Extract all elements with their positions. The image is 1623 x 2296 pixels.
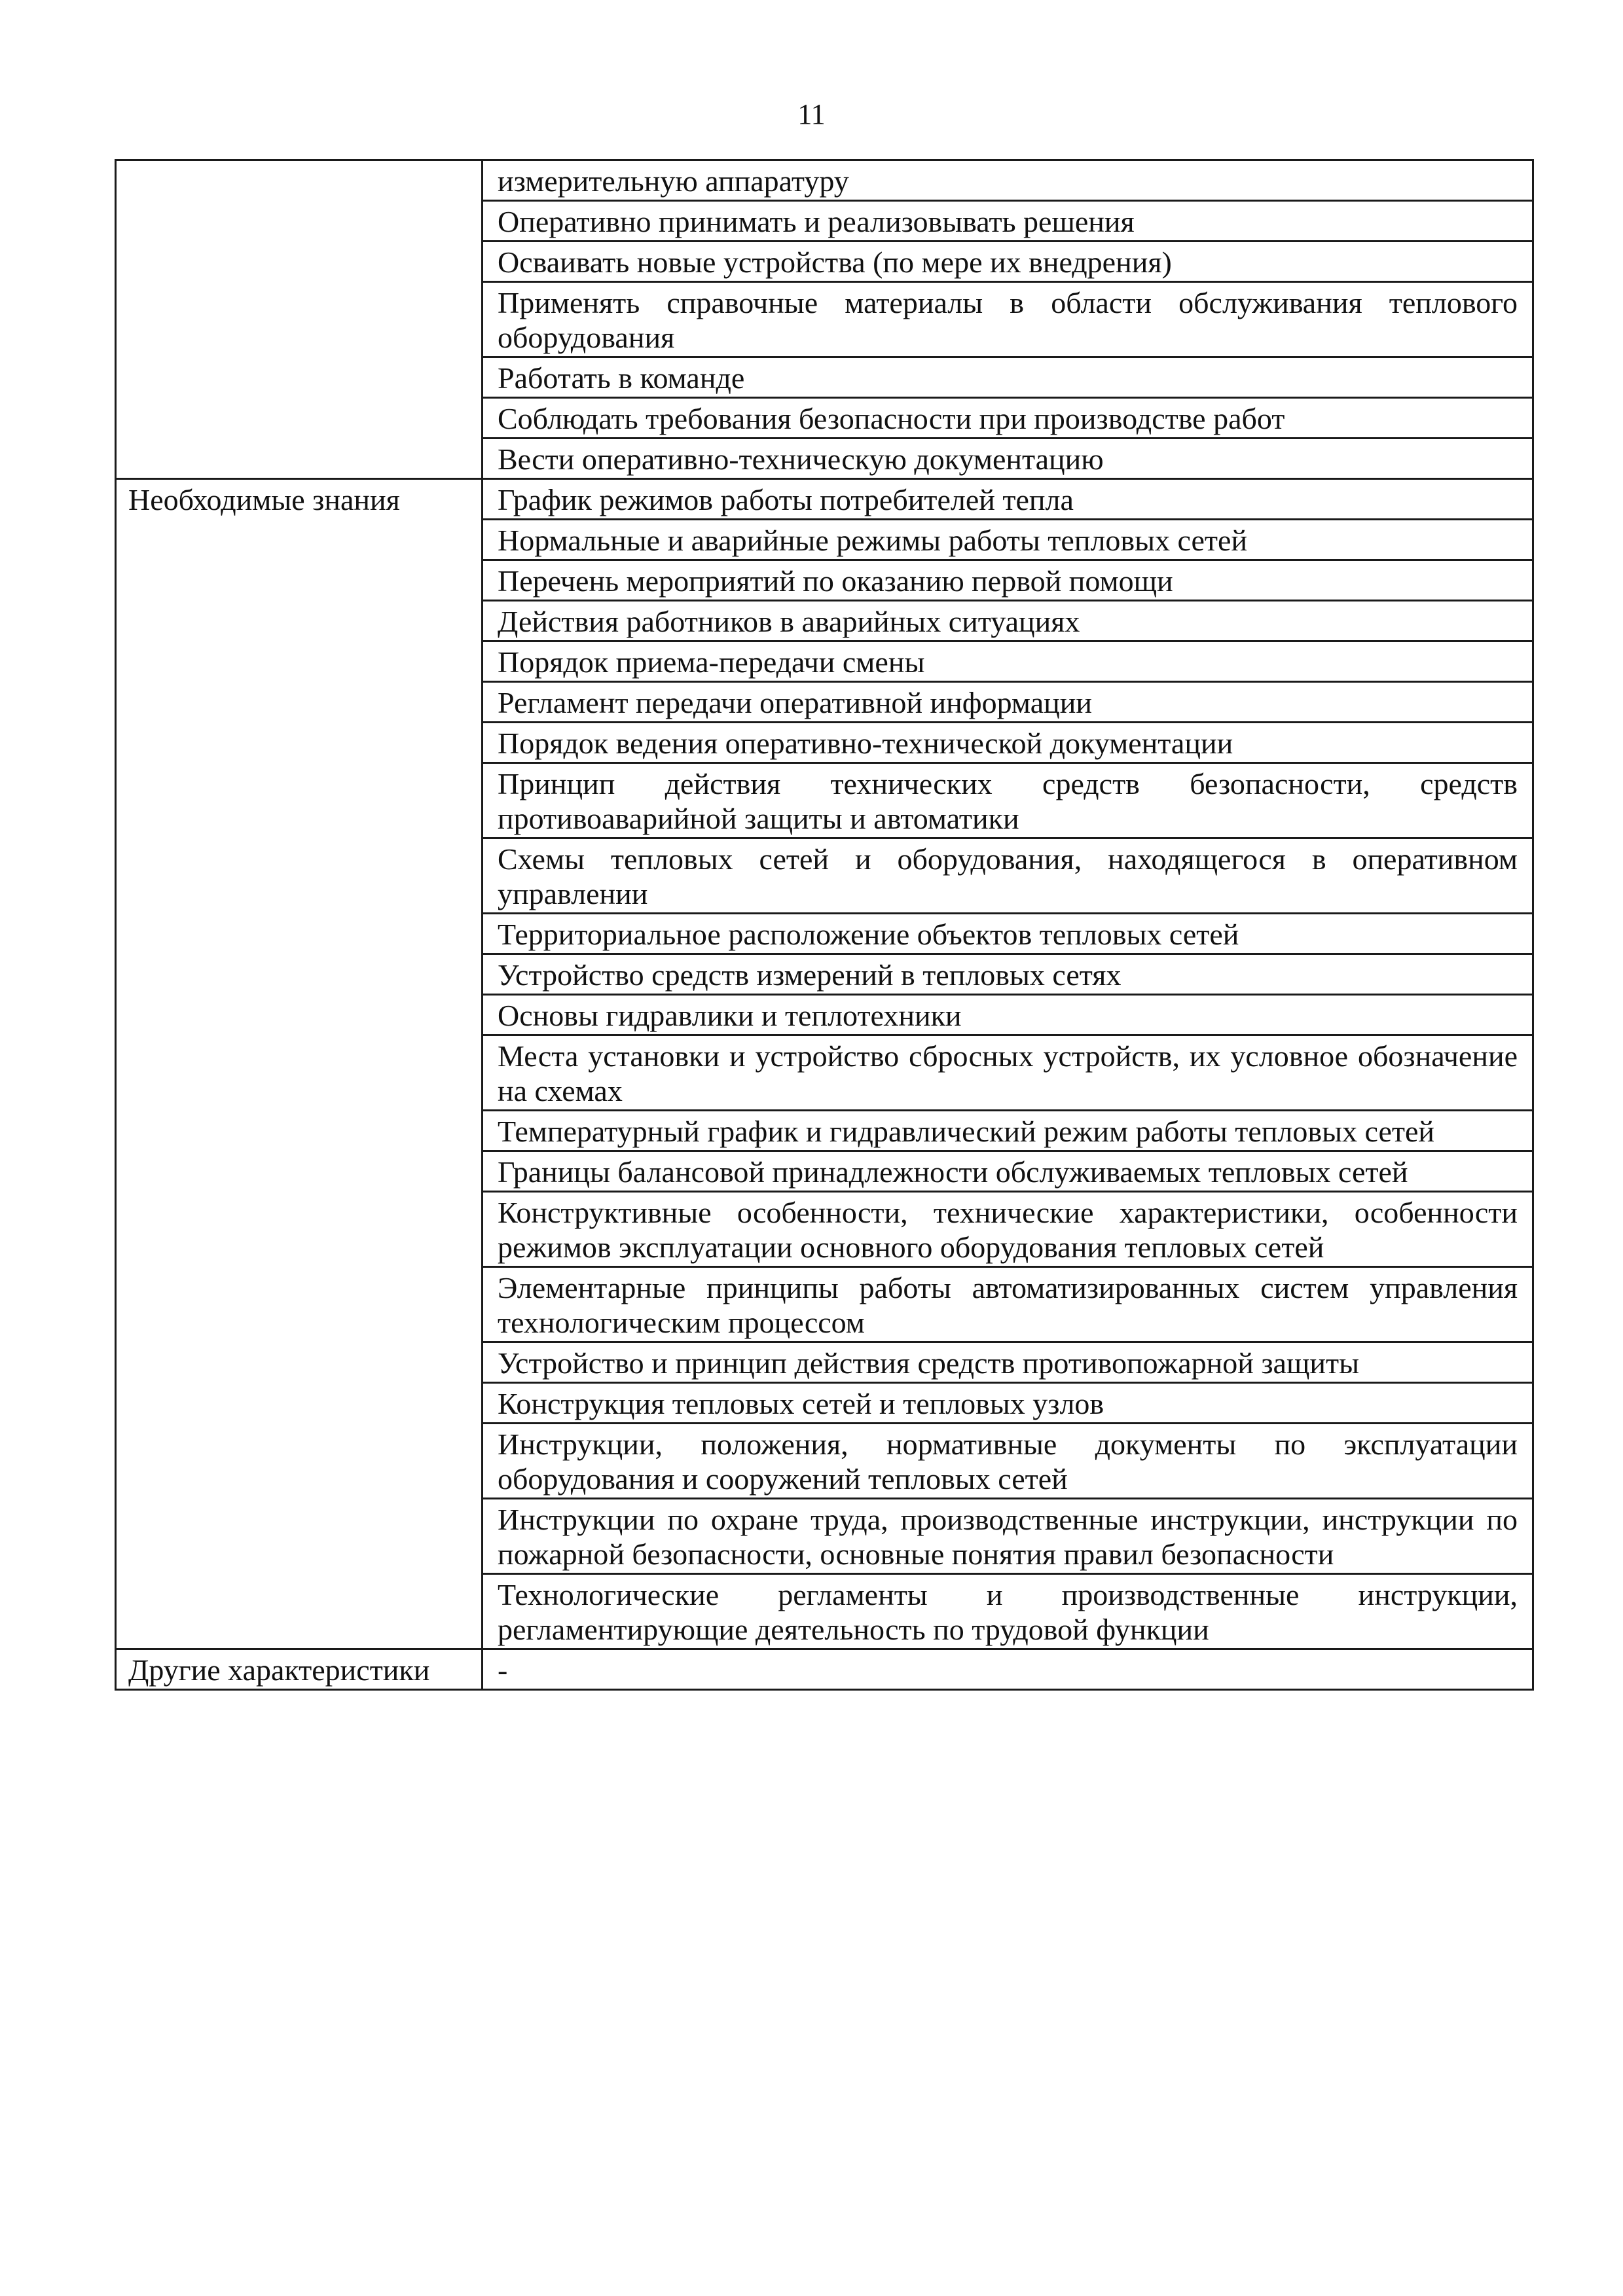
section-label: Другие характеристики <box>116 1649 483 1690</box>
requirement-item: Конструктивные особенности, технические характеристики, особенности режимов эксплуатации основного оборудования тепловых сетей <box>483 1192 1533 1267</box>
requirement-item: Инструкции по охране труда, производственные инструкции, инструкции по пожарной безопасности, основные понятия правил безопасности <box>483 1499 1533 1574</box>
requirement-item: Элементарные принципы работы автоматизированных систем управления технологическим процессом <box>483 1267 1533 1342</box>
requirement-item: Соблюдать требования безопасности при производстве работ <box>483 398 1533 439</box>
requirement-item: Конструкция тепловых сетей и тепловых узлов <box>483 1383 1533 1424</box>
requirement-item: Территориальное расположение объектов тепловых сетей <box>483 914 1533 954</box>
requirement-item: График режимов работы потребителей тепла <box>483 479 1533 520</box>
requirement-item: Границы балансовой принадлежности обслуживаемых тепловых сетей <box>483 1151 1533 1192</box>
section-label <box>116 160 483 479</box>
requirement-item: Места установки и устройство сбросных устройств, их условное обозначение на схемах <box>483 1035 1533 1111</box>
requirement-item: Работать в команде <box>483 357 1533 398</box>
requirement-item: Применять справочные материалы в области обслуживания теплового оборудования <box>483 282 1533 357</box>
requirement-item: Технологические регламенты и производственные инструкции, регламентирующие деятельность по трудовой функции <box>483 1574 1533 1649</box>
requirements-table <box>115 159 1534 1691</box>
requirement-item: Инструкции, положения, нормативные документы по эксплуатации оборудования и сооружений тепловых сетей <box>483 1424 1533 1499</box>
requirement-item: Порядок ведения оперативно-технической документации <box>483 723 1533 763</box>
page-number: 11 <box>797 98 826 130</box>
requirement-item: Вести оперативно-техническую документацию <box>483 439 1533 479</box>
requirement-item: Принцип действия технических средств безопасности, средств противоаварийной защиты и автоматики <box>483 763 1533 838</box>
requirement-item: измерительную аппаратуру <box>483 160 1533 201</box>
requirement-item: Основы гидравлики и теплотехники <box>483 995 1533 1035</box>
table-row <box>116 160 1533 201</box>
requirement-item: Устройство средств измерений в тепловых сетях <box>483 954 1533 995</box>
requirement-item: Осваивать новые устройства (по мере их внедрения) <box>483 242 1533 282</box>
requirement-item: Температурный график и гидравлический режим работы тепловых сетей <box>483 1111 1533 1151</box>
requirement-item: Действия работников в аварийных ситуациях <box>483 601 1533 641</box>
requirement-item: Перечень мероприятий по оказанию первой помощи <box>483 560 1533 601</box>
requirement-item: - <box>483 1649 1533 1690</box>
requirement-item: Нормальные и аварийные режимы работы тепловых сетей <box>483 520 1533 560</box>
table-body <box>116 160 1533 1690</box>
requirement-item: Схемы тепловых сетей и оборудования, находящегося в оперативном управлении <box>483 838 1533 914</box>
table-row <box>116 479 1533 520</box>
requirement-item: Порядок приема-передачи смены <box>483 641 1533 682</box>
requirement-item: Оперативно принимать и реализовывать решения <box>483 201 1533 242</box>
table-row <box>116 1649 1533 1690</box>
requirement-item: Устройство и принцип действия средств противопожарной защиты <box>483 1342 1533 1383</box>
requirement-item: Регламент передачи оперативной информации <box>483 682 1533 723</box>
section-label: Необходимые знания <box>116 479 483 1649</box>
